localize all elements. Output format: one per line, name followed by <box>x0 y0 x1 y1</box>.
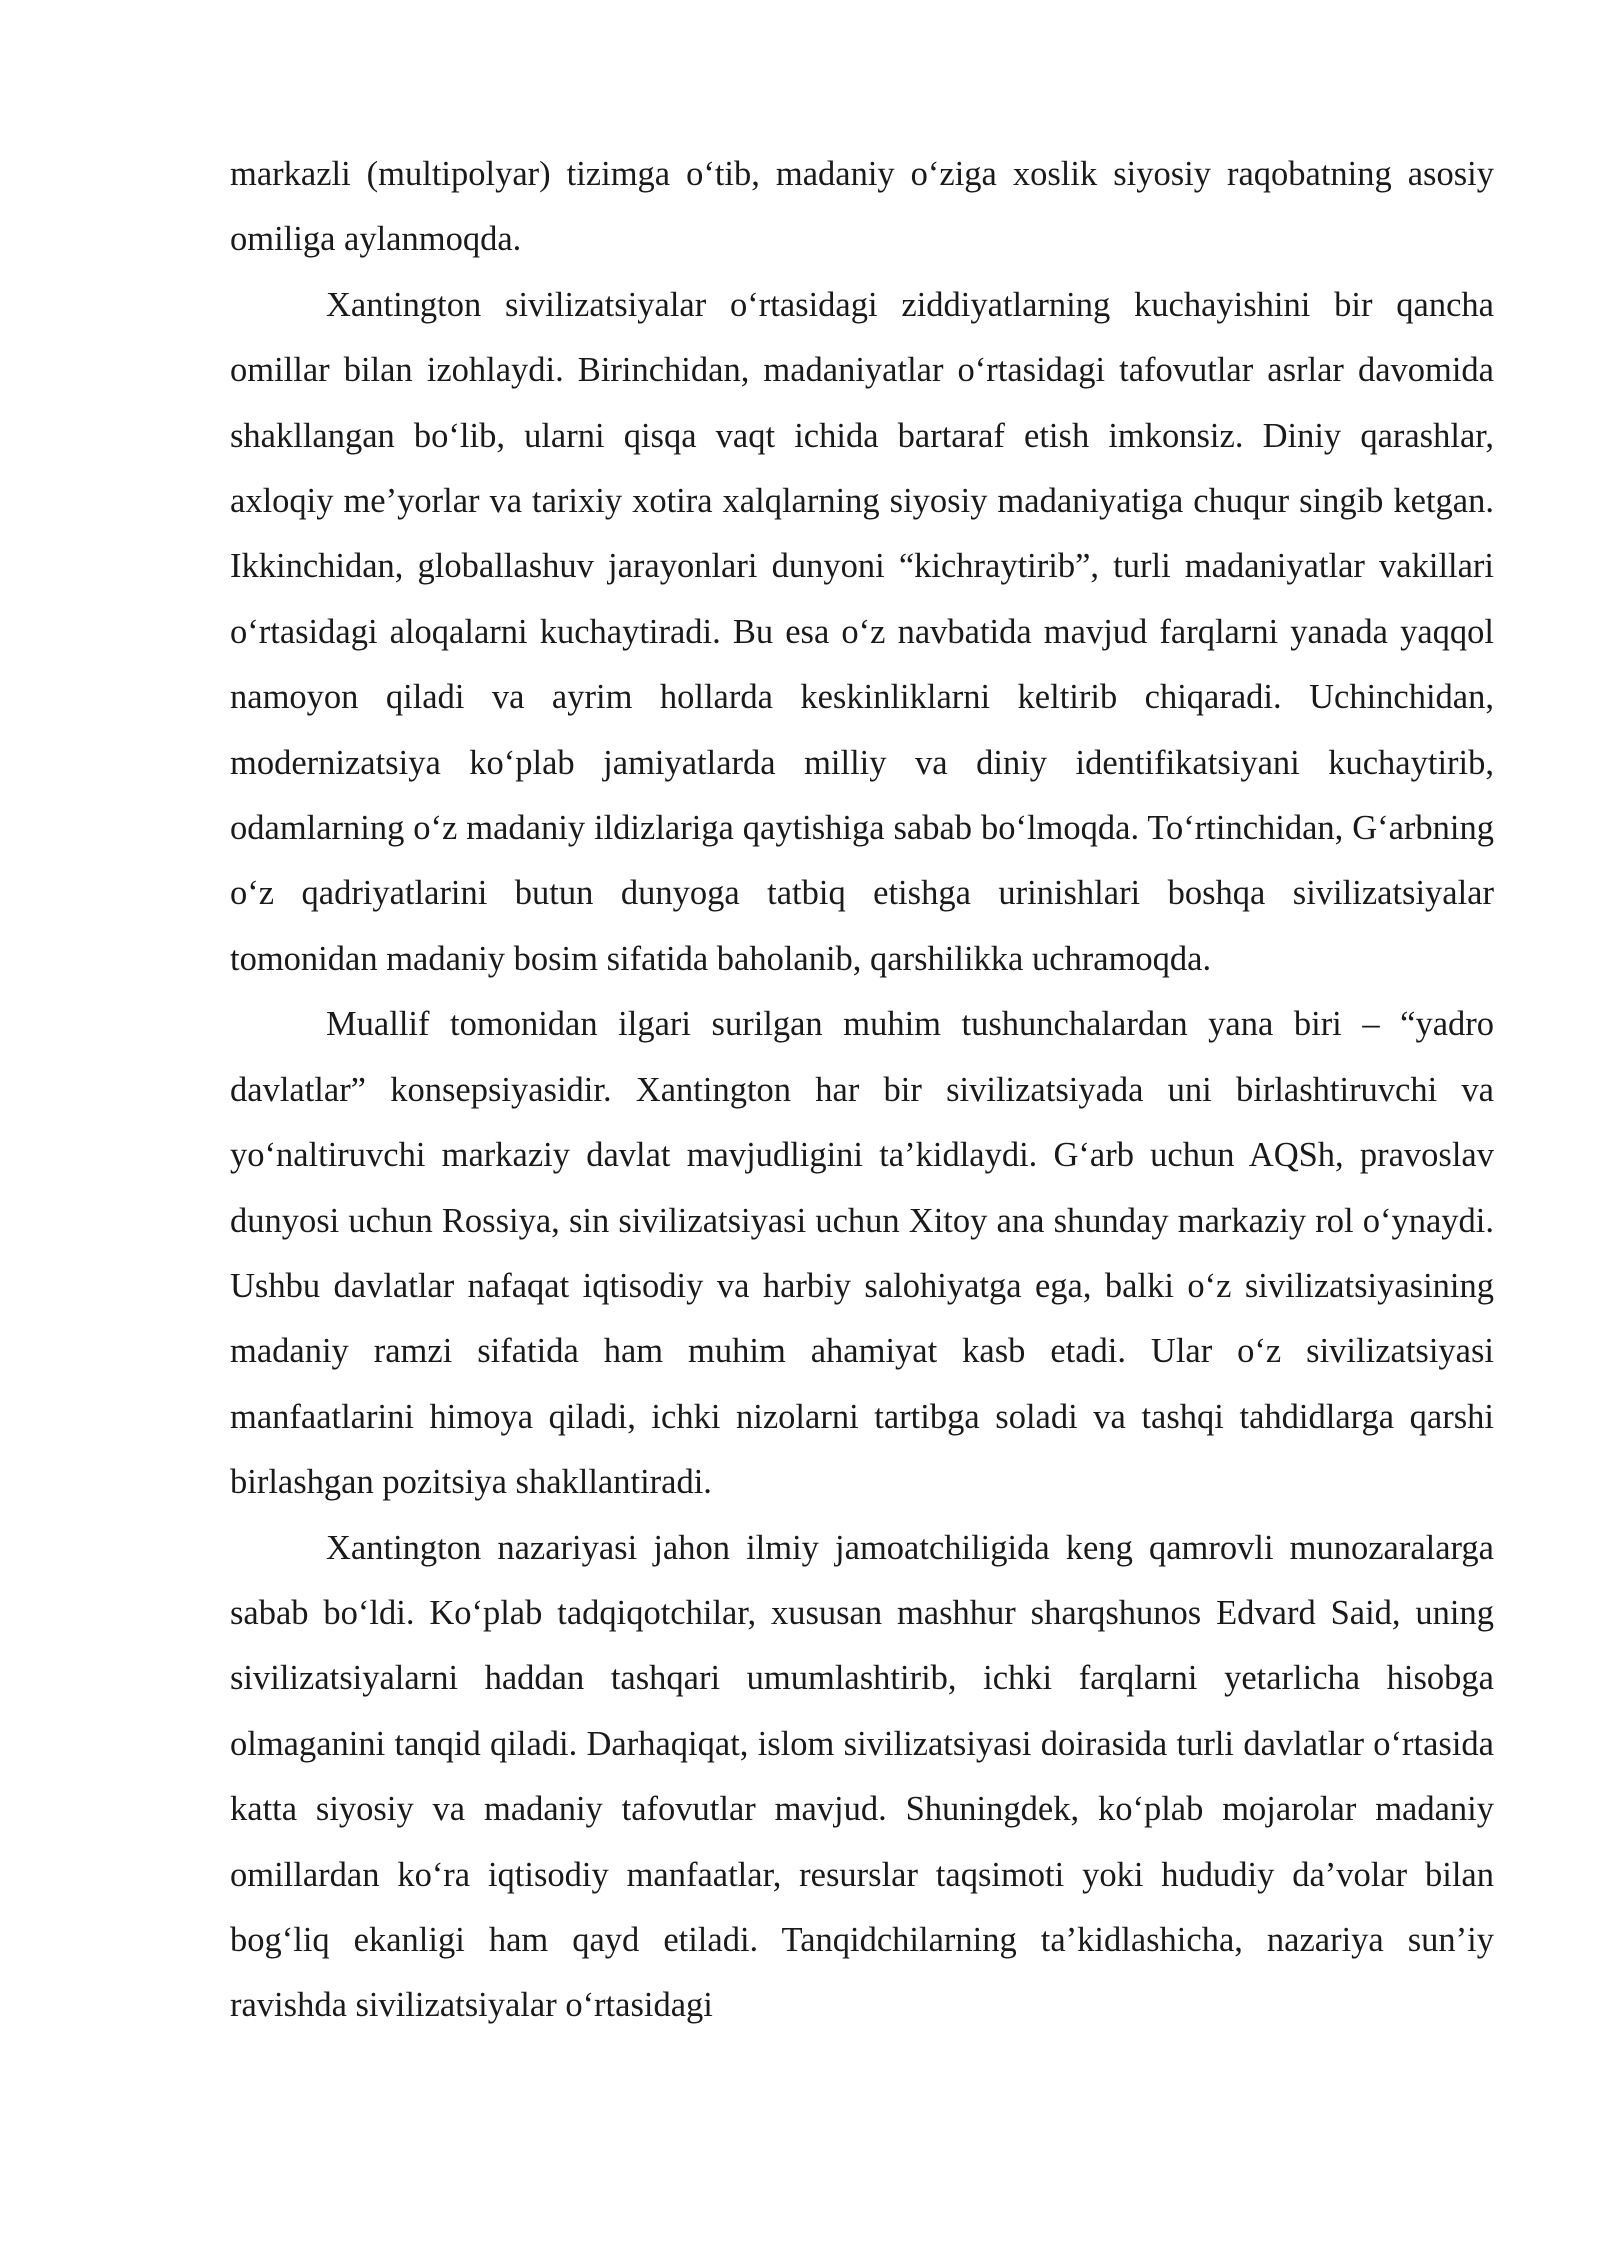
paragraph-core-states: Muallif tomonidan ilgari surilgan muhim tushunchalardan yana biri – “yadro davlatlar” konsepsiyasidir. Xantington har bir sivilizatsiyada uni birlashtiruvchi va yo‘naltiruvchi markaziy davlat mavjudligini ta’kidlaydi. G‘arb uchun AQSh, pravoslav dunyosi uchun Rossiya, sin sivilizatsiyasi uchun Xitoy ana shunday markaziy rol o‘ynaydi. Ushbu davlatlar nafaqat iqtisodiy va harbiy salohiyatga ega, balki o‘z sivilizatsiyasining madaniy ramzi sifatida ham muhim ahamiyat kasb etadi. Ular o‘z sivilizatsiyasi manfaatlarini himoya qiladi, ichki nizolarni tartibga soladi va tashqi tahdidlarga qarshi birlashgan pozitsiya shakllantiradi. <box>230 1005 1494 1502</box>
document-page <box>230 142 1494 2039</box>
paragraph-criticism: Xantington nazariyasi jahon ilmiy jamoatchiligida keng qamrovli munozaralarga sabab bo‘ldi. Ko‘plab tadqiqotchilar, xususan mashhur sharqshunos Edvard Said, uning sivilizatsiyalarni haddan tashqari umumlashtirib, ichki farqlarni yetarlicha hisobga olmaganini tanqid qiladi. Darhaqiqat, islom sivilizatsiyasi doirasida turli davlatlar o‘rtasida katta siyosiy va madaniy tafovutlar mavjud. Shuningdek, ko‘plab mojarolar madaniy omillardan ko‘ra iqtisodiy manfaatlar, resurslar taqsimoti yoki hududiy da’volar bilan bog‘liq ekanligi ham qayd etiladi. Tanqidchilarning ta’kidlashicha, nazariya sun’iy ravishda sivilizatsiyalar o‘rtasidagi <box>230 1528 1494 2025</box>
paragraph-continuation: markazli (multipolyar) tizimga o‘tib, madaniy o‘ziga xoslik siyosiy raqobatning asosiy omiliga aylanmoqda. <box>230 155 1494 259</box>
paragraph-conflict-factors: Xantington sivilizatsiyalar o‘rtasidagi ziddiyatlarning kuchayishini bir qancha omillar bilan izohlaydi. Birinchidan, madaniyatlar o‘rtasidagi tafovutlar asrlar davomida shakllangan bo‘lib, ularni qisqa vaqt ichida bartaraf etish imkonsiz. Diniy qarashlar, axloqiy me’yorlar va tarixiy xotira xalqlarning siyosiy madaniyatiga chuqur singib ketgan. Ikkinchidan, globallashuv jarayonlari dunyoni “kichraytirib”, turli madaniyatlar vakillari o‘rtasidagi aloqalarni kuchaytiradi. Bu esa o‘z navbatida mavjud farqlarni yanada yaqqol namoyon qiladi va ayrim hollarda keskinliklarni keltirib chiqaradi. Uchinchidan, modernizatsiya ko‘plab jamiyatlarda milliy va diniy identifikatsiyani kuchaytirib, odamlarning o‘z madaniy ildizlariga qaytishiga sabab bo‘lmoqda. To‘rtinchidan, G‘arbning o‘z qadriyatlarini butun dunyoga tatbiq etishga urinishlari boshqa sivilizatsiyalar tomonidan madaniy bosim sifatida baholanib, qarshilikka uchramoqda. <box>230 285 1494 978</box>
